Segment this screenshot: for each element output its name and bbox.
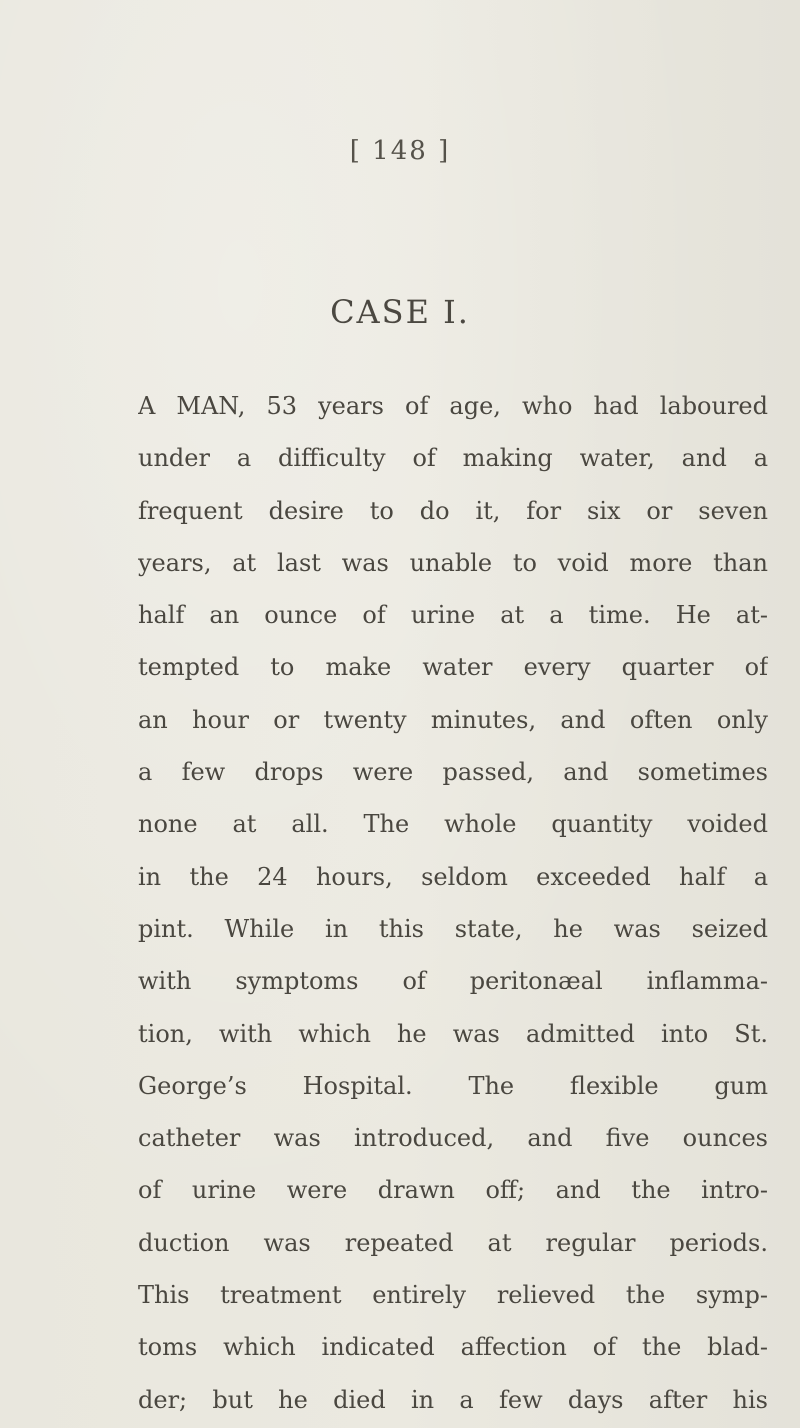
text-line: tempted to make water every quarter of xyxy=(138,653,768,682)
text-line: toms which indicated affection of the blad- xyxy=(138,1333,768,1362)
text-line: catheter was introduced, and five ounces xyxy=(138,1124,768,1153)
text-line: none at all. The whole quantity voided xyxy=(138,810,768,839)
text-line: George’s Hospital. The flexible gum xyxy=(138,1071,768,1100)
text-line: half an ounce of urine at a time. He at- xyxy=(138,601,768,630)
text-line: a few drops were passed, and sometimes xyxy=(138,758,768,787)
text-line: frequent desire to do it, for six or seven xyxy=(138,496,768,525)
text-line: tion, with which he was admitted into St. xyxy=(138,1019,768,1048)
text-line: A MAN, 53 years of age, who had laboured xyxy=(138,392,768,420)
text-line: an hour or twenty minutes, and often only xyxy=(138,705,768,734)
text-line: years, at last was unable to void more than xyxy=(138,548,768,577)
case-heading: CASE I. xyxy=(330,293,470,331)
text-line: under a difficulty of making water, and a xyxy=(138,444,768,473)
text-line: of urine were drawn off; and the intro- xyxy=(138,1176,768,1205)
text-line: This treatment entirely relieved the symp- xyxy=(138,1281,768,1310)
body-text xyxy=(138,380,768,1426)
text-line: in the 24 hours, seldom exceeded half a xyxy=(138,862,768,891)
text-line: duction was repeated at regular periods. xyxy=(138,1228,768,1257)
text-line: pint. While in this state, he was seized xyxy=(138,914,768,943)
text-line: der; but he died in a few days after his xyxy=(138,1385,768,1414)
page-number: [ 148 ] xyxy=(349,136,451,166)
text-line: with symptoms of peritonæal inflamma- xyxy=(138,967,768,996)
